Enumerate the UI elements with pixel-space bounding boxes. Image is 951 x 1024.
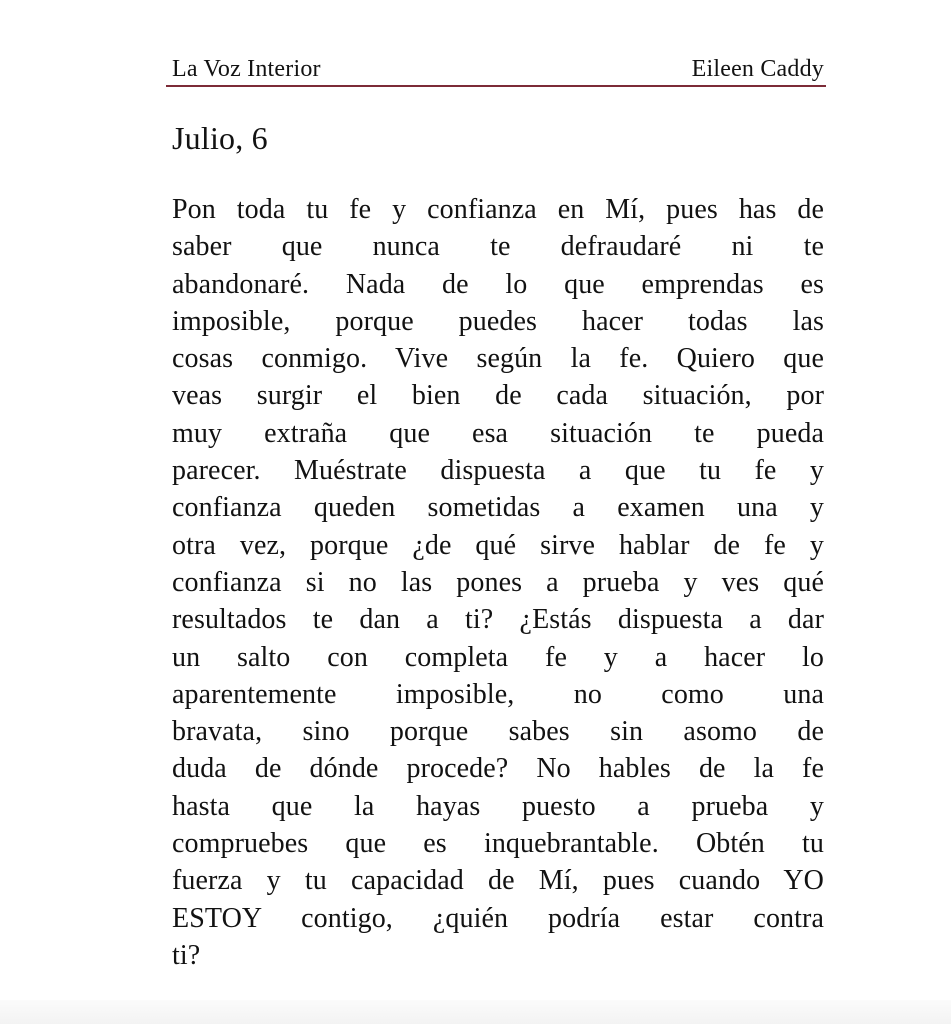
body-text xyxy=(172,191,824,974)
body-line: compruebes que es inquebrantable. Obtén tu xyxy=(172,828,824,860)
body-line: hasta que la hayas puesto a prueba y xyxy=(172,790,824,822)
footer-strip xyxy=(0,1000,951,1024)
header-rule xyxy=(166,85,826,87)
body-line: saber que nunca te defraudaré ni te xyxy=(172,231,824,263)
body-line: Pon toda tu fe y confianza en Mí, pues has de xyxy=(172,194,824,225)
date-heading: Julio, 6 xyxy=(172,120,268,156)
body-line: otra vez, porque ¿de qué sirve hablar de fe y xyxy=(172,529,824,561)
body-line: bravata, sino porque sabes sin asomo de xyxy=(172,716,824,748)
body-line: un salto con completa fe y a hacer lo xyxy=(172,641,824,673)
book-title: La Voz Interior xyxy=(172,56,321,82)
body-line: parecer. Muéstrate dispuesta a que tu fe y xyxy=(172,455,824,487)
author-name: Eileen Caddy xyxy=(691,56,824,82)
body-line: muy extraña que esa situación te pueda xyxy=(172,417,824,449)
body-line: ESTOY contigo, ¿quién podría estar contra xyxy=(172,902,824,934)
body-line: veas surgir el bien de cada situación, por xyxy=(172,380,824,412)
body-line: resultados te dan a ti? ¿Estás dispuesta a dar xyxy=(172,604,824,636)
body-line: cosas conmigo. Vive según la fe. Quiero que xyxy=(172,343,824,375)
body-line: confianza si no las pones a prueba y ves qué xyxy=(172,566,824,598)
body-line: aparentemente imposible, no como una xyxy=(172,678,824,710)
body-line: confianza queden sometidas a examen una y xyxy=(172,492,824,524)
body-line: abandonaré. Nada de lo que emprendas es xyxy=(172,268,824,300)
page-header xyxy=(172,56,824,83)
body-line: duda de dónde procede? No hables de la fe xyxy=(172,753,824,785)
body-line: fuerza y tu capacidad de Mí, pues cuando YO xyxy=(172,865,824,897)
body-line: ti? xyxy=(172,939,201,971)
body-line: imposible, porque puedes hacer todas las xyxy=(172,305,824,337)
